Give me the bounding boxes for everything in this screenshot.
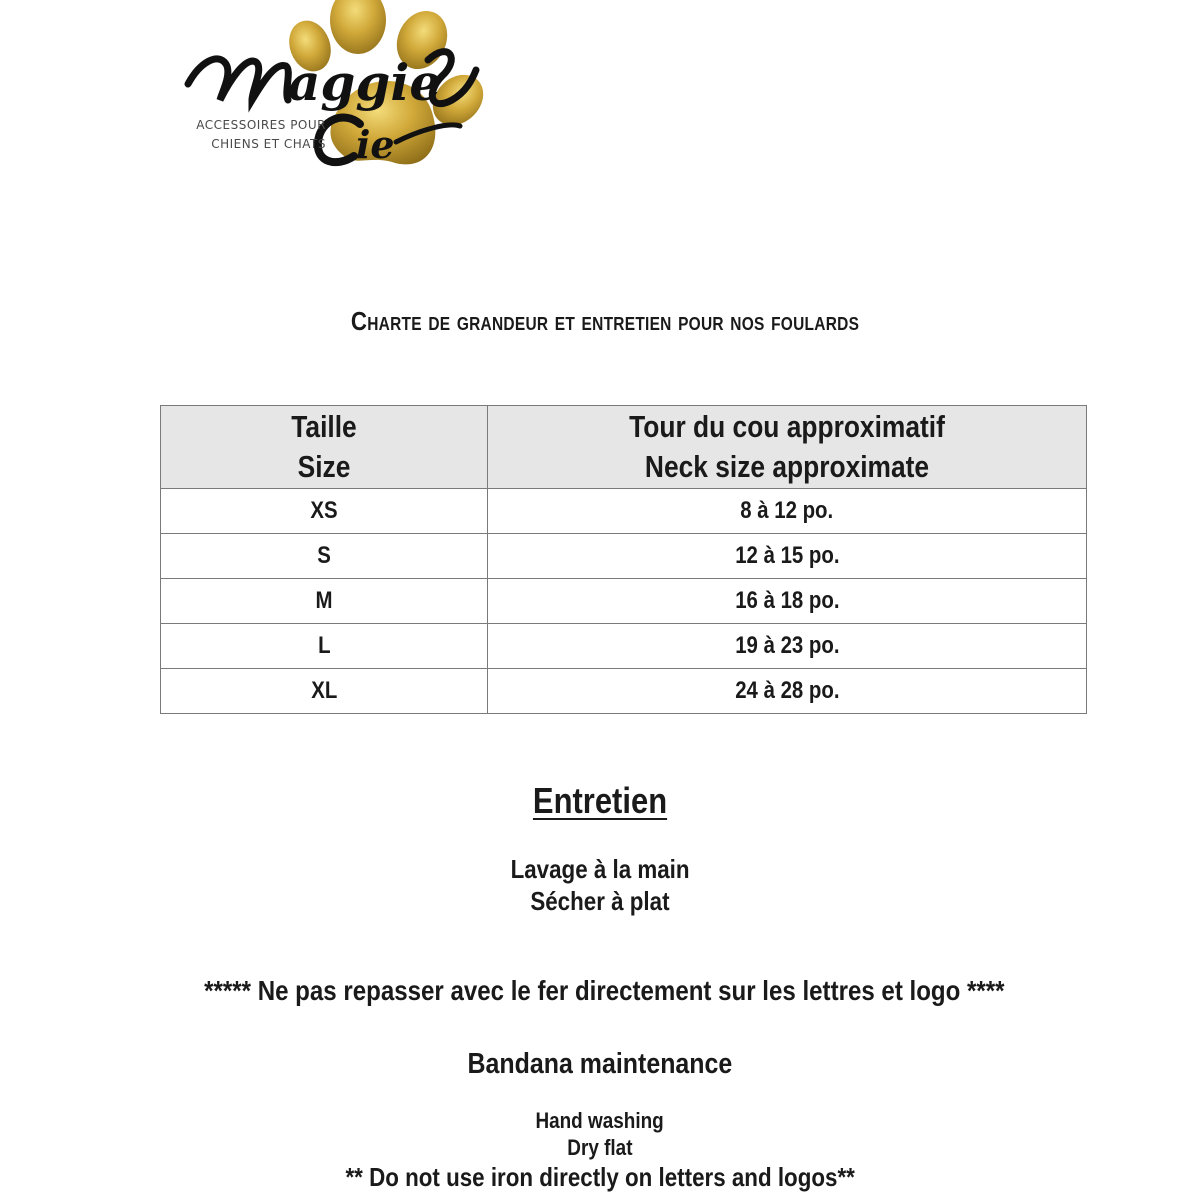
neck-cell xyxy=(488,624,1087,669)
table-row xyxy=(161,669,1087,714)
neck-column-header xyxy=(488,406,1087,489)
care-en-instruction-2-text: Dry flat xyxy=(567,1135,633,1160)
size-cell xyxy=(161,534,488,579)
table-row xyxy=(161,489,1087,534)
care-fr-instruction-2 xyxy=(0,886,1200,917)
care-en-instruction-1 xyxy=(0,1108,1200,1134)
size-value: XS xyxy=(310,497,338,524)
size-header-fr: Taille xyxy=(291,409,357,444)
care-fr-instruction-1-text: Lavage à la main xyxy=(510,854,690,884)
neck-cell xyxy=(488,579,1087,624)
logo-tagline-line1: ACCESSOIRES POUR xyxy=(196,118,326,132)
care-en-warning xyxy=(0,1162,1200,1193)
care-fr-instruction-1 xyxy=(0,854,1200,885)
care-en-instruction-2 xyxy=(0,1135,1200,1161)
neck-value: 12 à 15 po. xyxy=(734,542,840,569)
size-cell xyxy=(161,624,488,669)
care-fr-warning xyxy=(4,975,1200,1007)
size-header-en: Size xyxy=(297,449,351,484)
table-header-row xyxy=(161,406,1087,489)
size-cell xyxy=(161,669,488,714)
care-en-heading xyxy=(0,1048,1200,1081)
table-row xyxy=(161,534,1087,579)
neck-cell xyxy=(488,669,1087,714)
care-fr-instruction-2-text: Sécher à plat xyxy=(530,886,670,916)
size-value: M xyxy=(315,587,333,614)
svg-text:ie: ie xyxy=(356,122,395,167)
care-fr-heading xyxy=(0,780,1200,822)
neck-header-fr: Tour du cou approximatif xyxy=(629,409,945,444)
care-en-warning-text: ** Do not use iron directly on letters and logos** xyxy=(345,1162,855,1192)
size-chart-table xyxy=(160,405,1087,714)
size-cell xyxy=(161,489,488,534)
table-row xyxy=(161,624,1087,669)
size-value: S xyxy=(317,542,331,569)
neck-header-en: Neck size approximate xyxy=(644,449,930,484)
neck-value: 19 à 23 po. xyxy=(734,632,840,659)
size-value: XL xyxy=(310,677,338,704)
neck-cell xyxy=(488,489,1087,534)
table-row xyxy=(161,579,1087,624)
care-en-heading-text: Bandana maintenance xyxy=(467,1048,733,1080)
neck-cell xyxy=(488,534,1087,579)
size-column-header xyxy=(161,406,488,489)
neck-value: 8 à 12 po. xyxy=(740,497,834,524)
care-fr-warning-text: ***** Ne pas repasser avec le fer directement sur les lettres et logo **** xyxy=(203,975,1005,1006)
svg-text:aggie: aggie xyxy=(288,53,442,112)
care-fr-heading-text: Entretien xyxy=(532,780,668,821)
logo-tagline-line2: CHIENS ET CHATS xyxy=(211,137,326,151)
brand-logo xyxy=(160,0,500,250)
neck-value: 24 à 28 po. xyxy=(734,677,840,704)
size-value: L xyxy=(317,632,331,659)
size-cell xyxy=(161,579,488,624)
document-title: Charte de grandeur et entretien pour nos foulards xyxy=(350,306,860,336)
neck-value: 16 à 18 po. xyxy=(734,587,840,614)
care-en-instruction-1-text: Hand washing xyxy=(535,1108,665,1133)
